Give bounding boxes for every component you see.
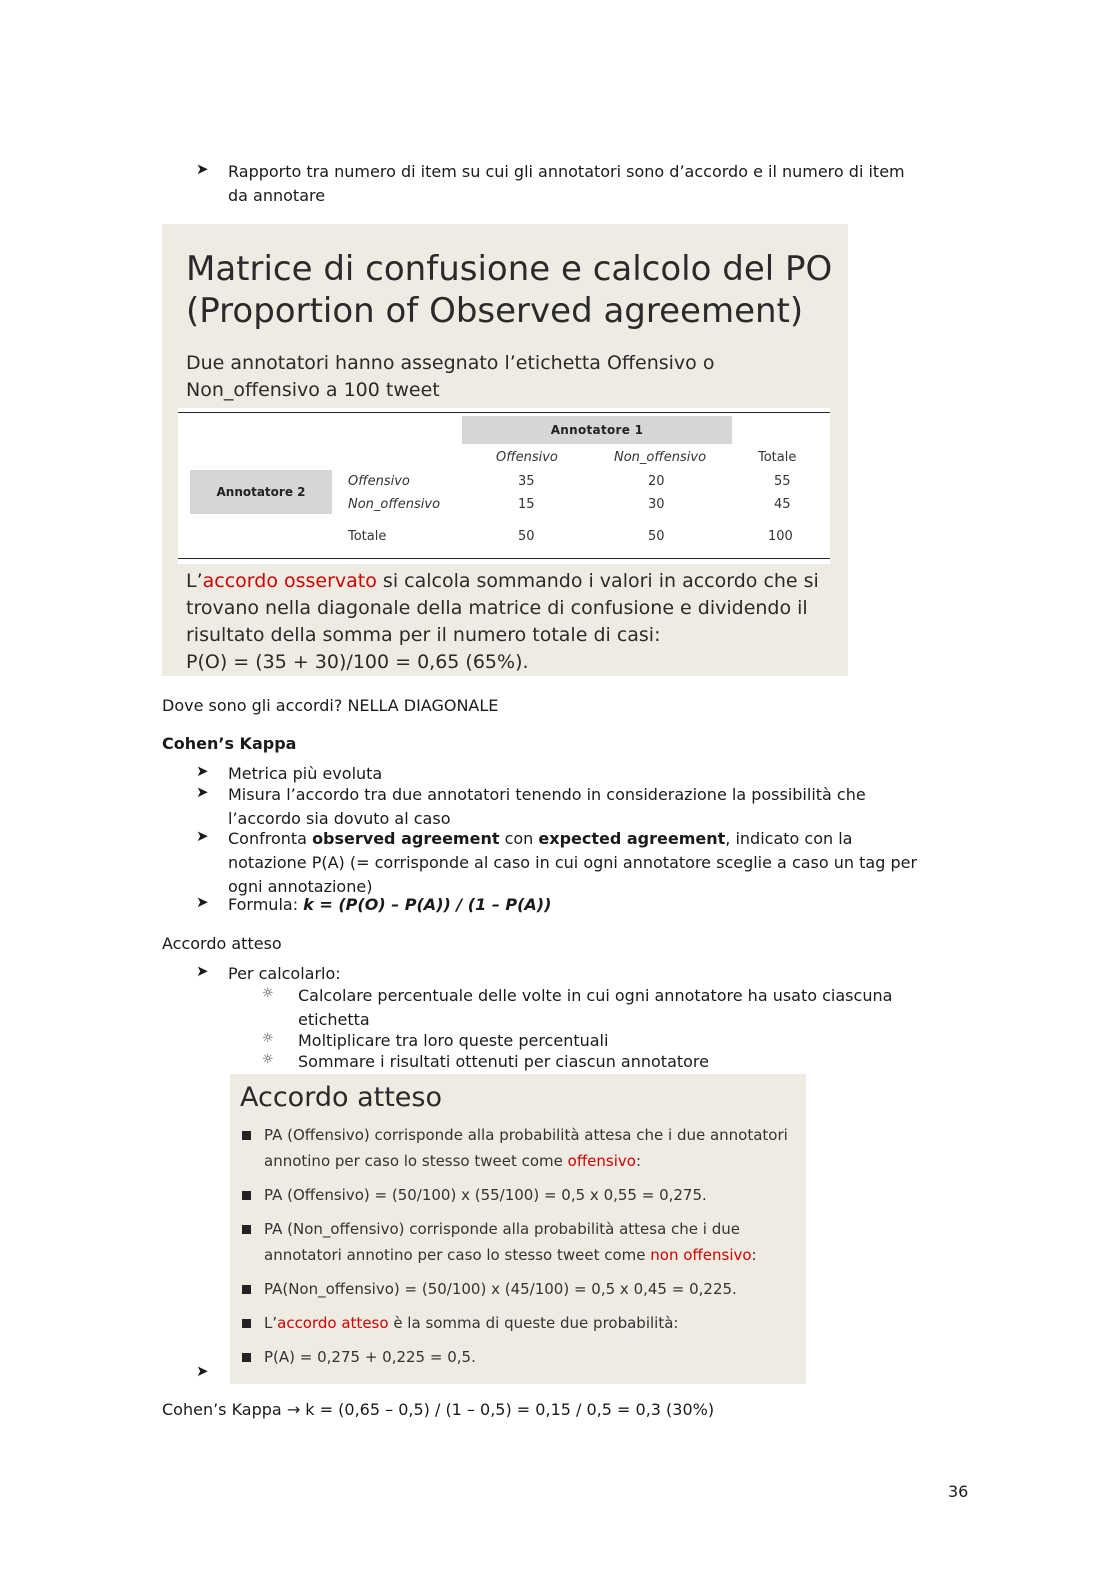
annotatore-2-header: Annotatore 2 bbox=[190, 470, 332, 514]
slide2-title: Accordo atteso bbox=[240, 1082, 442, 1113]
slide-confusion-matrix bbox=[162, 224, 848, 676]
square-bullet-icon bbox=[242, 1285, 251, 1294]
accordo-atteso-heading: Accordo atteso bbox=[162, 934, 282, 953]
slide2-item-3: PA (Non_offensivo) corrisponde alla probabilità attesa che i due annotatori annotino per caso lo stesso tweet come non offensivo: bbox=[242, 1216, 798, 1268]
arrow-bullet-icon: ➤ bbox=[196, 827, 209, 845]
table-bottom-rule bbox=[178, 558, 830, 559]
arrow-bullet-icon: ➤ bbox=[196, 893, 209, 911]
table-cell: 35 bbox=[518, 474, 535, 489]
table-cell: 100 bbox=[768, 529, 793, 544]
table-cell: 50 bbox=[648, 529, 665, 544]
square-bullet-icon bbox=[242, 1319, 251, 1328]
slide2-item-4: PA(Non_offensivo) = (50/100) x (45/100) = 0,5 x 0,45 = 0,225. bbox=[242, 1276, 798, 1302]
arrow-bullet-icon: ➤ bbox=[196, 962, 209, 980]
slide1-description: Due annotatori hanno assegnato l’etichetta Offensivo o Non_offensivo a 100 tweet bbox=[186, 352, 715, 401]
table-cell: 15 bbox=[518, 497, 535, 512]
row-label-offensivo: Offensivo bbox=[348, 474, 410, 489]
highlight-accordo-osservato: accordo osservato bbox=[202, 570, 377, 592]
row-label-non-offensivo: Non_offensivo bbox=[348, 497, 441, 512]
table-cell: 45 bbox=[774, 497, 791, 512]
page-number: 36 bbox=[948, 1482, 969, 1501]
intro-line-1: Rapporto tra numero di item su cui gli annotatori sono d’accordo e il numero di item bbox=[228, 162, 905, 181]
square-bullet-icon bbox=[242, 1225, 251, 1234]
slide2-item-5: L’accordo atteso è la somma di queste due probabilità: bbox=[242, 1310, 798, 1336]
table-cell: 55 bbox=[774, 474, 791, 489]
square-bullet-icon bbox=[242, 1131, 251, 1140]
col-header-totale: Totale bbox=[758, 450, 797, 465]
po-formula: P(O) = (35 + 30)/100 = 0,65 (65%). bbox=[186, 651, 529, 673]
table-cell: 30 bbox=[648, 497, 665, 512]
row-label-totale: Totale bbox=[348, 529, 387, 544]
kappa-formula: k = (P(O) – P(A)) / (1 – P(A)) bbox=[303, 895, 552, 914]
cohen-kappa-result: Cohen’s Kappa → k = (0,65 – 0,5) / (1 – 0,5) = 0,15 / 0,5 = 0,3 (30%) bbox=[162, 1400, 715, 1419]
diagonal-note: Dove sono gli accordi? NELLA DIAGONALE bbox=[162, 696, 499, 715]
slide1-explanation: L’accordo osservato si calcola sommando i valori in accordo che si trovano nella diagonale della matrice di confusione e dividendo il risultato della somma per il numero totale di casi: P(O) = (35 + 30)/100 = 0,65 (65%). bbox=[186, 568, 826, 676]
cohen-kappa-heading: Cohen’s Kappa bbox=[162, 734, 297, 753]
arrow-bullet-icon: ➤ bbox=[196, 783, 209, 801]
confusion-matrix-table bbox=[178, 408, 830, 564]
col-header-non-offensivo: Non_offensivo bbox=[614, 450, 707, 465]
arrow-bullet-icon: ➤ bbox=[196, 762, 209, 780]
table-cell: 50 bbox=[518, 529, 535, 544]
square-bullet-icon bbox=[242, 1353, 251, 1362]
arrow-bullet-icon: ➤ bbox=[196, 160, 209, 178]
slide2-item-1: PA (Offensivo) corrisponde alla probabilità attesa che i due annotatori annotino per caso lo stesso tweet come offensivo: bbox=[242, 1122, 798, 1174]
arrow-bullet-icon: ➤ bbox=[196, 1362, 209, 1380]
slide2-item-2: PA (Offensivo) = (50/100) x (55/100) = 0,5 x 0,55 = 0,275. bbox=[242, 1182, 798, 1208]
square-bullet-icon bbox=[242, 1191, 251, 1200]
intro-line-2: da annotare bbox=[228, 186, 326, 205]
slide-accordo-atteso bbox=[230, 1074, 806, 1384]
slide1-title: Matrice di confusione e calcolo del PO (Proportion of Observed agreement) bbox=[186, 249, 833, 331]
sun-bullet-icon: ☼ bbox=[262, 1031, 274, 1046]
annotatore-1-header: Annotatore 1 bbox=[462, 416, 732, 444]
table-cell: 20 bbox=[648, 474, 665, 489]
sun-bullet-icon: ☼ bbox=[262, 1052, 274, 1067]
col-header-offensivo: Offensivo bbox=[496, 450, 558, 465]
table-top-rule bbox=[178, 412, 830, 413]
slide2-item-6: P(A) = 0,275 + 0,225 = 0,5. bbox=[242, 1344, 798, 1370]
sun-bullet-icon: ☼ bbox=[262, 986, 274, 1001]
